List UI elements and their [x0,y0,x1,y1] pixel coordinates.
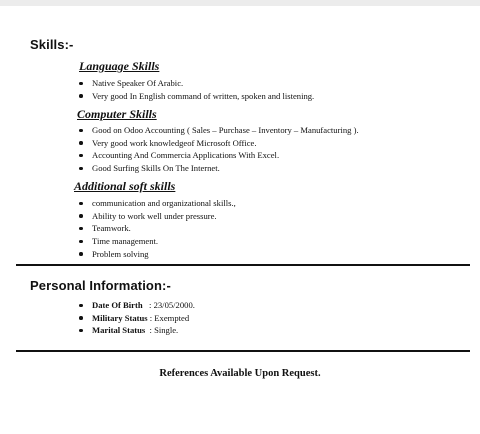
list-item: Ability to work well under pressure. [77,210,236,223]
skills-title: Skills:- [30,37,74,52]
section-divider [16,350,470,352]
list-item: Time management. [77,235,236,248]
date-of-birth-item [77,299,195,312]
list-item: communication and organizational skills., [77,197,236,210]
references-note: References Available Upon Request. [159,368,321,379]
language-skills-heading: Language Skills [79,59,160,73]
list-item: Problem solving [77,248,236,261]
date-of-birth-label: Date Of Birth [92,300,143,310]
list-item: Good Surfing Skills On The Internet. [77,162,359,175]
section-divider [16,264,470,266]
military-status-value: : Exempted [147,312,190,323]
list-item: Teamwork. [77,222,236,235]
soft-skills-heading: Additional soft skills [74,179,176,193]
date-of-birth-value: : 23/05/2000. [142,300,195,310]
list-item: Accounting And Commercia Applications With Excel. [77,149,359,162]
military-status-label: Military Status [92,312,148,323]
personal-info-list [77,299,195,337]
list-item: Very good work knowledgeof Microsoft Office. [77,137,359,150]
military-status-item [77,312,195,325]
marital-status-value: : Single. [145,325,179,336]
top-band [0,0,480,6]
list-item: Good on Odoo Accounting ( Sales – Purchase – Inventory – Manufacturing ). [77,124,359,137]
computer-skills-list [77,124,359,175]
marital-status-item [77,324,195,337]
marital-status-label: Marital Status [92,325,146,336]
language-skills-list [77,77,314,102]
soft-skills-list [77,197,236,261]
computer-skills-heading: Computer Skills [77,107,157,121]
list-item: Very good In English command of written, spoken and listening. [77,90,314,103]
list-item: Native Speaker Of Arabic. [77,77,314,90]
personal-info-title: Personal Information:- [30,278,171,293]
